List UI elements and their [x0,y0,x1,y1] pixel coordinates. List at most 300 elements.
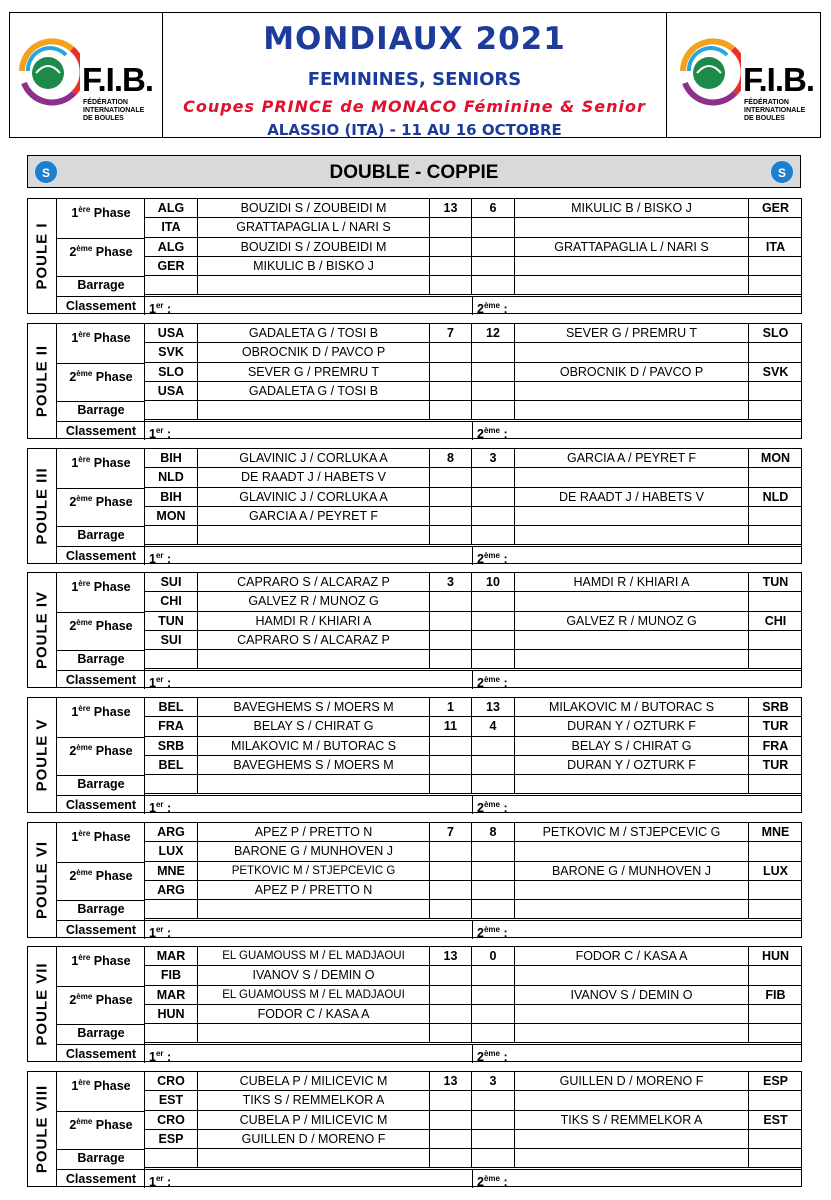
match-cell-s1 [430,238,472,257]
logo-sub-line: DE BOULES [83,115,124,122]
poule-block [27,448,802,564]
phase-word: Phase [93,954,131,969]
phase-suffix: ère [78,1078,91,1087]
match-cell-t2 [515,507,749,526]
phase-suffix: ère [78,330,91,339]
classement-mid-divider [472,546,473,565]
barrage-label: Barrage [77,278,125,293]
match-cell-t2 [515,592,749,611]
match-cell-s2 [472,631,515,650]
phase-1-label [57,704,145,719]
rank-first [149,795,171,818]
barrage-cell [145,775,198,794]
classement-column-divider [144,670,145,689]
match-cell-t2: GUILLEN D / MORENO F [515,1072,749,1091]
match-cell-s2 [472,1005,515,1024]
poule-block [27,323,802,439]
rank-number: 2 [477,551,484,566]
phase-divider [57,1111,145,1112]
phase-1-label [57,1078,145,1093]
match-cell-c1: FRA [145,717,198,736]
rank-colon: : [167,925,172,940]
match-cell-t1: TIKS S / REMMELKOR A [198,1091,430,1110]
match-cell-s2: 0 [472,947,515,966]
match-cell-c1: USA [145,382,198,401]
poule-block [27,697,802,813]
match-cell-t1: GADALETA G / TOSI B [198,324,430,343]
match-cell-s2 [472,1130,515,1149]
match-cell-c2 [749,592,802,611]
phase-1-label [57,953,145,968]
match-cell-c1: MNE [145,862,198,881]
match-cell-s2 [472,986,515,1005]
left-logo-box [9,12,163,138]
match-cell-c2 [749,343,802,362]
phase-number: 1 [71,456,79,471]
match-cell-t2 [515,842,749,861]
match-cell-s2: 4 [472,717,515,736]
phase-1-label [57,205,145,220]
rank-suffix: er [155,1173,164,1183]
barrage-label: Barrage [77,902,125,917]
match-cell-s1 [430,592,472,611]
poule-label [28,199,57,313]
match-cell-t2: MILAKOVIC M / BUTORAC S [515,698,749,717]
category-title: FEMININES, SENIORS [307,69,522,90]
rank-suffix: er [155,799,164,809]
match-cell-s2: 3 [472,449,515,468]
barrage-cell [749,650,802,669]
match-cell-s1 [430,631,472,650]
match-cell-s2: 13 [472,698,515,717]
match-cell-s1 [430,862,472,881]
match-cell-c1: CHI [145,592,198,611]
match-cell-s1 [430,756,472,775]
barrage-cell [515,1149,749,1168]
rank-second [477,1169,508,1192]
poule-name: POULE VI [33,840,51,920]
match-cell-c1: SUI [145,631,198,650]
barrage-cell [472,900,515,919]
match-cell-s1: 7 [430,823,472,842]
phase-number: 1 [71,331,79,346]
match-cell-c2: EST [749,1111,802,1130]
phase-word: Phase [95,370,133,385]
phase-word: Phase [93,456,131,471]
match-cell-t1: FODOR C / KASA A [198,1005,430,1024]
match-cell-c2: MNE [749,823,802,842]
barrage-cell [198,401,430,420]
rank-suffix: ème [483,300,500,310]
phase-divider [57,488,145,489]
match-cell-c2 [749,631,802,650]
match-cell-c2 [749,881,802,900]
poule-name: POULE VII [33,962,51,1046]
match-cell-t1: BARONE G / MUNHOVEN J [198,842,430,861]
barrage-cell [198,650,430,669]
match-cell-c1: ALG [145,199,198,218]
phase-number: 2 [69,1118,77,1133]
phase-suffix: ème [76,369,93,378]
match-cell-c1: ESP [145,1130,198,1149]
rank-colon: : [167,426,172,441]
poule-block [27,1071,802,1187]
barrage-cell [515,526,749,545]
match-cell-c1: ITA [145,218,198,237]
match-cell-c2: ESP [749,1072,802,1091]
match-cell-t2 [515,1091,749,1110]
match-cell-c1: MAR [145,947,198,966]
match-cell-c2 [749,842,802,861]
phase-suffix: ème [76,743,93,752]
match-cell-t1: EL GUAMOUSS M / EL MADJAOUI [198,986,430,1005]
phase-suffix: ère [78,455,91,464]
barrage-label: Barrage [77,777,125,792]
logo-sub-line: FÉDÉRATION [744,99,789,106]
match-cell-c2: HUN [749,947,802,966]
match-cell-t1: DE RAADT J / HABETS V [198,468,430,487]
barrage-cell [472,650,515,669]
phase-suffix: ème [76,494,93,503]
match-cell-t1: CAPRARO S / ALCARAZ P [198,631,430,650]
match-cell-t1: GARCIA A / PEYRET F [198,507,430,526]
poule-name: POULE III [33,467,51,545]
rank-suffix: ème [483,674,500,684]
rank-number: 1 [149,1049,156,1064]
fib-logo-right [675,31,815,122]
barrage-cell [515,1024,749,1043]
barrage-cell [472,1024,515,1043]
rank-suffix: er [155,1048,164,1058]
phase-divider [57,737,145,738]
poule-block [27,946,802,1062]
phase-suffix: ère [78,953,91,962]
classement-mid-divider [472,1044,473,1063]
match-cell-t1: GRATTAPAGLIA L / NARI S [198,218,430,237]
rank-suffix: er [155,550,164,560]
phase-word: Phase [93,1079,131,1094]
match-cell-t2: FODOR C / KASA A [515,947,749,966]
phase-suffix: ème [76,618,93,627]
phase-suffix: ème [76,1117,93,1126]
match-cell-t1: CUBELA P / MILICEVIC M [198,1072,430,1091]
discipline-title: DOUBLE - COPPIE [329,162,499,183]
rank-colon: : [167,800,172,815]
match-cell-s2 [472,488,515,507]
match-cell-t1: SEVER G / PREMRU T [198,363,430,382]
rank-number: 1 [149,426,156,441]
rank-second [477,670,508,693]
phase-2-label [57,494,145,509]
classement-label: Classement [57,1169,145,1189]
poule-name: POULE V [33,718,51,792]
discipline-banner [27,155,801,188]
match-cell-s2 [472,842,515,861]
phase-1-label [57,579,145,594]
rank-suffix: er [155,300,164,310]
logo-sub-line: DE BOULES [744,115,785,122]
phase-2-label [57,369,145,384]
match-cell-s2 [472,343,515,362]
rank-suffix: ème [483,550,500,560]
match-cell-c1: MON [145,507,198,526]
poule-label [28,573,57,687]
barrage-cell [430,1149,472,1168]
match-cell-s1 [430,737,472,756]
barrage-label: Barrage [77,403,125,418]
match-cell-c1: SVK [145,343,198,362]
match-cell-c2 [749,468,802,487]
match-cell-s1 [430,343,472,362]
rank-number: 1 [149,675,156,690]
match-cell-t1: BOUZIDI S / ZOUBEIDI M [198,238,430,257]
rank-number: 1 [149,1174,156,1189]
match-cell-t1: BELAY S / CHIRAT G [198,717,430,736]
match-cell-t1: IVANOV S / DEMIN O [198,966,430,985]
phase-suffix: ème [76,868,93,877]
match-cell-t2 [515,218,749,237]
barrage-cell [198,775,430,794]
rank-colon: : [167,301,172,316]
match-cell-s2 [472,257,515,276]
phase-2-label [57,618,145,633]
barrage-label: Barrage [77,1151,125,1166]
match-cell-t1: MILAKOVIC M / BUTORAC S [198,737,430,756]
rank-colon: : [167,551,172,566]
main-title: MONDIAUX 2021 [263,21,566,57]
phase-2-label [57,743,145,758]
match-cell-c1: BIH [145,449,198,468]
barrage-cell [145,650,198,669]
classement-mid-divider [472,296,473,315]
match-cell-s1: 7 [430,324,472,343]
match-cell-c1: ARG [145,881,198,900]
rank-first [149,670,171,693]
rank-colon: : [503,675,508,690]
phase-number: 1 [71,954,79,969]
barrage-cell [749,900,802,919]
phase-2-label [57,244,145,259]
match-cell-c1: BEL [145,698,198,717]
match-cell-t1: BOUZIDI S / ZOUBEIDI M [198,199,430,218]
match-cell-s1 [430,488,472,507]
classement-label: Classement [57,795,145,815]
rank-number: 2 [477,1174,484,1189]
barrage-cell [145,1024,198,1043]
match-cell-s1: 1 [430,698,472,717]
match-cell-t1: GLAVINIC J / CORLUKA A [198,449,430,468]
phase-number: 1 [71,206,79,221]
barrage-cell [430,401,472,420]
barrage-cell [749,526,802,545]
match-cell-t1: BAVEGHEMS S / MOERS M [198,698,430,717]
rank-colon: : [167,1049,172,1064]
classement-column-divider [144,795,145,814]
match-cell-c2: SRB [749,698,802,717]
barrage-cell [749,276,802,295]
title-box [162,12,667,138]
match-cell-t2: GARCIA A / PEYRET F [515,449,749,468]
poule-label [28,823,57,937]
match-cell-c1: BIH [145,488,198,507]
poule-name: POULE I [33,222,51,290]
match-cell-s1 [430,612,472,631]
match-cell-c2: GER [749,199,802,218]
senior-badge-icon: S [770,160,794,184]
match-cell-s2: 6 [472,199,515,218]
match-cell-c1: SRB [145,737,198,756]
match-cell-c2: SVK [749,363,802,382]
match-cell-t2: IVANOV S / DEMIN O [515,986,749,1005]
rank-number: 2 [477,1049,484,1064]
barrage-cell [749,1024,802,1043]
match-cell-t2: GALVEZ R / MUNOZ G [515,612,749,631]
fib-emblem-icon [14,31,80,111]
phase-suffix: ère [78,579,91,588]
classement-mid-divider [472,1169,473,1188]
match-cell-c2: CHI [749,612,802,631]
match-cell-s1 [430,986,472,1005]
logo-sub-line: INTERNATIONALE [744,107,806,114]
match-cell-c1: CRO [145,1111,198,1130]
barrage-cell [430,1024,472,1043]
match-cell-s1: 13 [430,199,472,218]
match-cell-c2 [749,1091,802,1110]
phase-1-label [57,330,145,345]
match-cell-s1 [430,881,472,900]
match-cell-t2 [515,468,749,487]
match-cell-s2 [472,592,515,611]
rank-suffix: ème [483,425,500,435]
match-cell-t2 [515,881,749,900]
match-cell-c1: TUN [145,612,198,631]
match-cell-c2: TUR [749,756,802,775]
phase-2-label [57,1117,145,1132]
match-cell-c1: HUN [145,1005,198,1024]
match-cell-t1: CUBELA P / MILICEVIC M [198,1111,430,1130]
match-cell-s2 [472,756,515,775]
phase-divider [57,612,145,613]
phase-divider [57,238,145,239]
phase-number: 2 [69,993,77,1008]
classement-column-divider [144,1169,145,1188]
rank-colon: : [503,800,508,815]
match-cell-c1: CRO [145,1072,198,1091]
right-logo-box [666,12,821,138]
barrage-cell [430,775,472,794]
match-cell-t1: OBROCNIK D / PAVCO P [198,343,430,362]
match-cell-s2: 10 [472,573,515,592]
barrage-cell [430,526,472,545]
phase-divider [57,986,145,987]
match-cell-t2 [515,257,749,276]
match-cell-s1 [430,382,472,401]
match-cell-s2 [472,737,515,756]
poule-label [28,947,57,1061]
poule-name: POULE II [33,344,51,418]
match-cell-t1: GALVEZ R / MUNOZ G [198,592,430,611]
match-cell-c2: ITA [749,238,802,257]
phase-2-label [57,868,145,883]
match-cell-c1: ALG [145,238,198,257]
phase-word: Phase [95,869,133,884]
phase-2-label [57,992,145,1007]
match-cell-c2 [749,257,802,276]
logo-text: F.I.B. [82,61,154,98]
rank-colon: : [503,426,508,441]
rank-number: 2 [477,800,484,815]
rank-first [149,1169,171,1192]
match-cell-t2: DURAN Y / OZTURK F [515,756,749,775]
match-cell-s1: 13 [430,1072,472,1091]
rank-suffix: ème [483,799,500,809]
match-cell-s2 [472,363,515,382]
phase-1-label [57,829,145,844]
match-cell-c1: USA [145,324,198,343]
phase-divider [57,862,145,863]
match-cell-s2 [472,1111,515,1130]
phase-number: 2 [69,619,77,634]
barrage-cell [430,276,472,295]
phase-number: 2 [69,495,77,510]
match-cell-c2 [749,507,802,526]
match-cell-t1: GUILLEN D / MORENO F [198,1130,430,1149]
rank-first [149,1044,171,1067]
rank-colon: : [503,551,508,566]
barrage-cell [145,276,198,295]
phase-divider [57,363,145,364]
poule-block [27,198,802,314]
match-cell-t1: APEZ P / PRETTO N [198,823,430,842]
match-cell-s1 [430,842,472,861]
match-cell-c1: MAR [145,986,198,1005]
match-cell-t2: MIKULIC B / BISKO J [515,199,749,218]
phase-number: 2 [69,370,77,385]
rank-first [149,920,171,943]
match-cell-c2: TUR [749,717,802,736]
phase-word: Phase [93,830,131,845]
barrage-cell [472,526,515,545]
rank-suffix: er [155,924,164,934]
match-cell-t1: APEZ P / PRETTO N [198,881,430,900]
phase-number: 2 [69,869,77,884]
match-cell-c2: SLO [749,324,802,343]
match-cell-t2 [515,1130,749,1149]
phase-word: Phase [95,744,133,759]
match-cell-t2 [515,343,749,362]
phase-suffix: ème [76,244,93,253]
barrage-cell [145,526,198,545]
match-cell-t2 [515,1005,749,1024]
match-cell-s2 [472,238,515,257]
classement-mid-divider [472,795,473,814]
barrage-label: Barrage [77,1026,125,1041]
match-cell-c1: FIB [145,966,198,985]
match-cell-s2 [472,862,515,881]
rank-second [477,296,508,319]
phase-word: Phase [95,1118,133,1133]
match-cell-c1: LUX [145,842,198,861]
match-cell-c1: ARG [145,823,198,842]
match-cell-t2 [515,966,749,985]
barrage-cell [749,775,802,794]
match-cell-c1: GER [145,257,198,276]
phase-number: 1 [71,1079,79,1094]
match-cell-c1: SUI [145,573,198,592]
match-cell-c2: NLD [749,488,802,507]
rank-suffix: er [155,674,164,684]
barrage-cell [472,775,515,794]
